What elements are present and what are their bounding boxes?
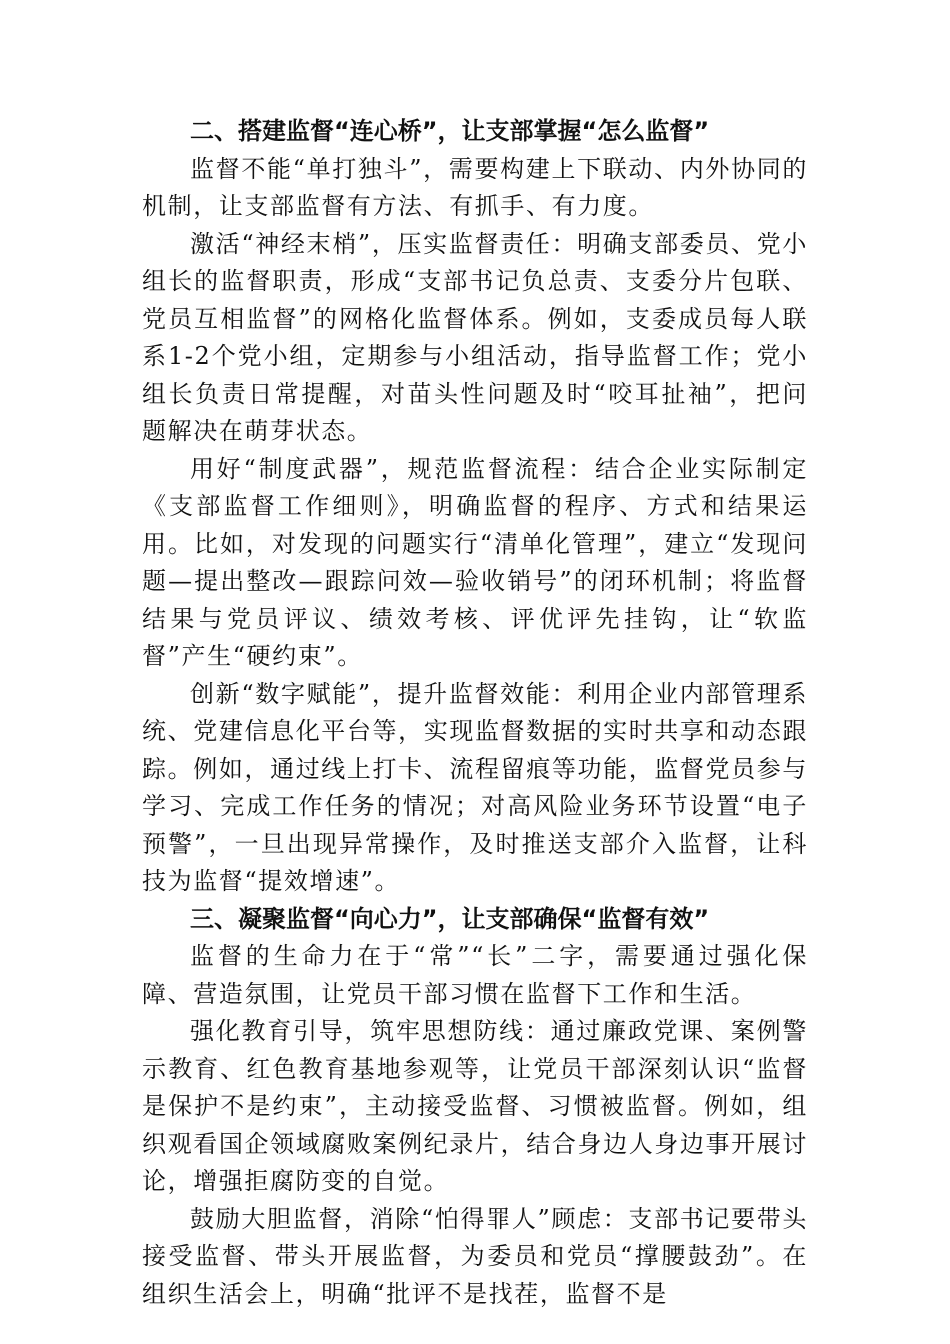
paragraph: 监督的生命力在于“常”“长”二字，需要通过强化保障、营造氛围，让党员干部习惯在监督下工作和生活。 <box>142 942 808 1008</box>
paragraph: 创新“数字赋能”，提升监督效能：利用企业内部管理系统、党建信息化平台等，实现监督数据的实时共享和动态跟踪。例如，通过线上打卡、流程留痕等功能，监督党员参与学习、完成工作任务的情况；对高风险业务环节设置“电子预警”，一旦出现异常操作，及时推送支部介入监督，让科技为监督“提效增速”。 <box>142 679 808 895</box>
paragraph: 用好“制度武器”，规范监督流程：结合企业实际制定《支部监督工作细则》，明确监督的程序、方式和结果运用。比如，对发现的问题实行“清单化管理”，建立“发现问题—提出整改—跟踪问效—验收销号”的闭环机制；将监督结果与党员评议、绩效考核、评优评先挂钩，让“软监督”产生“硬约束”。 <box>142 454 808 670</box>
paragraph: 强化教育引导，筑牢思想防线：通过廉政党课、案例警示教育、红色教育基地参观等，让党员干部深刻认识“监督是保护不是约束”，主动接受监督、习惯被监督。例如，组织观看国企领域腐败案例纪录片，结合身边人身边事开展讨论，增强拒腐防变的自觉。 <box>142 1017 808 1195</box>
document-page <box>142 113 808 1313</box>
paragraph: 激活“神经末梢”，压实监督责任：明确支部委员、党小组长的监督职责，形成“支部书记负总责、支委分片包联、党员互相监督”的网格化监督体系。例如，支委成员每人联系1-2个党小组，定期参与小组活动，指导监督工作；党小组长负责日常提醒，对苗头性问题及时“咬耳扯袖”，把问题解决在萌芽状态。 <box>142 229 808 445</box>
paragraph: 监督不能“单打独斗”，需要构建上下联动、内外协同的机制，让支部监督有方法、有抓手、有力度。 <box>142 154 808 220</box>
section-heading-3: 三、凝聚监督“向心力”，让支部确保“监督有效” <box>190 904 710 933</box>
paragraph: 鼓励大胆监督，消除“怕得罪人”顾虑：支部书记要带头接受监督、带头开展监督，为委员和党员“撑腰鼓劲”。在组织生活会上，明确“批评不是找茬，监督不是 <box>142 1204 808 1308</box>
section-heading-2: 二、搭建监督“连心桥”，让支部掌握“怎么监督” <box>190 117 710 145</box>
